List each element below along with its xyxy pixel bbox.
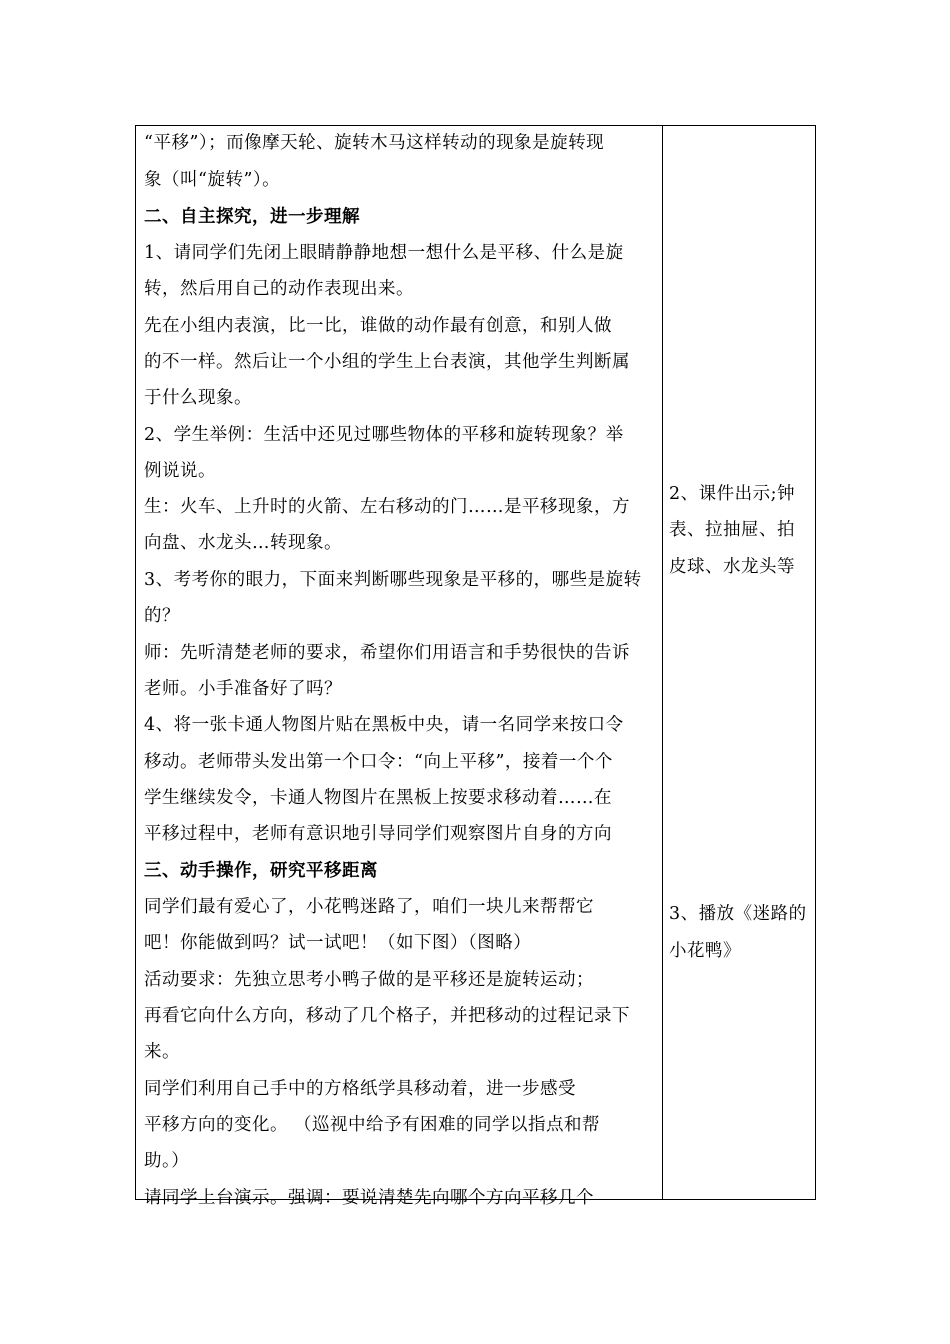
body-text-line: 请同学上台演示。强调：要说清楚先向哪个方向平移几个 [144, 1188, 594, 1208]
body-text-line: 于什么现象。 [144, 388, 252, 408]
lesson-table [135, 125, 816, 1208]
body-text-line: 象（叫“旋转”）。 [144, 170, 281, 190]
section-heading: 三、动手操作，研究平移距离 [144, 861, 378, 881]
body-text-line: 先在小组内表演，比一比，谁做的动作最有创意，和别人做 [144, 316, 612, 336]
section-heading: 二、自主探究，进一步理解 [144, 207, 360, 227]
note-text-line: 2、课件出示;钟 [669, 484, 796, 504]
body-text-line: 再看它向什么方向，移动了几个格子，并把移动的过程记录下 [144, 1006, 630, 1026]
body-text-line: 学生继续发令，卡通人物图片在黑板上按要求移动着……在 [144, 788, 612, 808]
body-text-line: 同学们利用自己手中的方格纸学具移动着，进一步感受 [144, 1079, 576, 1099]
note-text-line: 3、播放《迷路的 [669, 904, 807, 924]
body-text-line: 吧！你能做到吗？试一试吧！（如下图）（图略） [144, 933, 532, 953]
body-text-line: 平移方向的变化。 （巡视中给予有困难的同学以指点和帮 [144, 1115, 601, 1135]
body-text-line: 例说说。 [144, 461, 216, 481]
note-text-line: 小花鸭》 [669, 941, 741, 961]
body-text-line: 平移过程中，老师有意识地引导同学们观察图片自身的方向 [144, 824, 612, 844]
body-text-line: 生：火车、上升时的火箭、左右移动的门……是平移现象，方 [144, 497, 630, 517]
body-text-line: 的不一样。然后让一个小组的学生上台表演，其他学生判断属 [144, 352, 630, 372]
body-text-line: 师：先听清楚老师的要求，希望你们用语言和手势很快的告诉 [144, 643, 630, 663]
column-divider [662, 126, 663, 1199]
body-text-line: 移动。老师带头发出第一个口令：“向上平移”，接着一个个 [144, 752, 613, 772]
note-text-line: 皮球、水龙头等 [669, 557, 795, 577]
body-text-line: “平移”）；而像摩天轮、旋转木马这样转动的现象是旋转现 [144, 133, 605, 153]
body-text-line: 转，然后用自己的动作表现出来。 [144, 279, 414, 299]
body-text-line: 1、请同学们先闭上眼睛静静地想一想什么是平移、什么是旋 [144, 243, 624, 263]
body-text-line: 向盘、水龙头…转现象。 [144, 533, 342, 553]
body-text-line: 4、将一张卡通人物图片贴在黑板中央，请一名同学来按口令 [144, 715, 624, 735]
body-text-line: 老师。小手准备好了吗？ [144, 679, 342, 699]
body-text-line: 2、学生举例：生活中还见过哪些物体的平移和旋转现象？举 [144, 425, 624, 445]
body-text-line: 助。） [144, 1151, 190, 1171]
note-text-line: 表、拉抽屉、拍 [669, 520, 795, 540]
body-text-line: 的？ [144, 606, 180, 626]
body-text-line: 同学们最有爱心了，小花鸭迷路了，咱们一块儿来帮帮它 [144, 897, 594, 917]
body-text-line: 3、考考你的眼力，下面来判断哪些现象是平移的，哪些是旋转 [144, 570, 642, 590]
body-text-line: 来。 [144, 1042, 180, 1062]
body-text-line: 活动要求：先独立思考小鸭子做的是平移还是旋转运动； [144, 970, 594, 990]
